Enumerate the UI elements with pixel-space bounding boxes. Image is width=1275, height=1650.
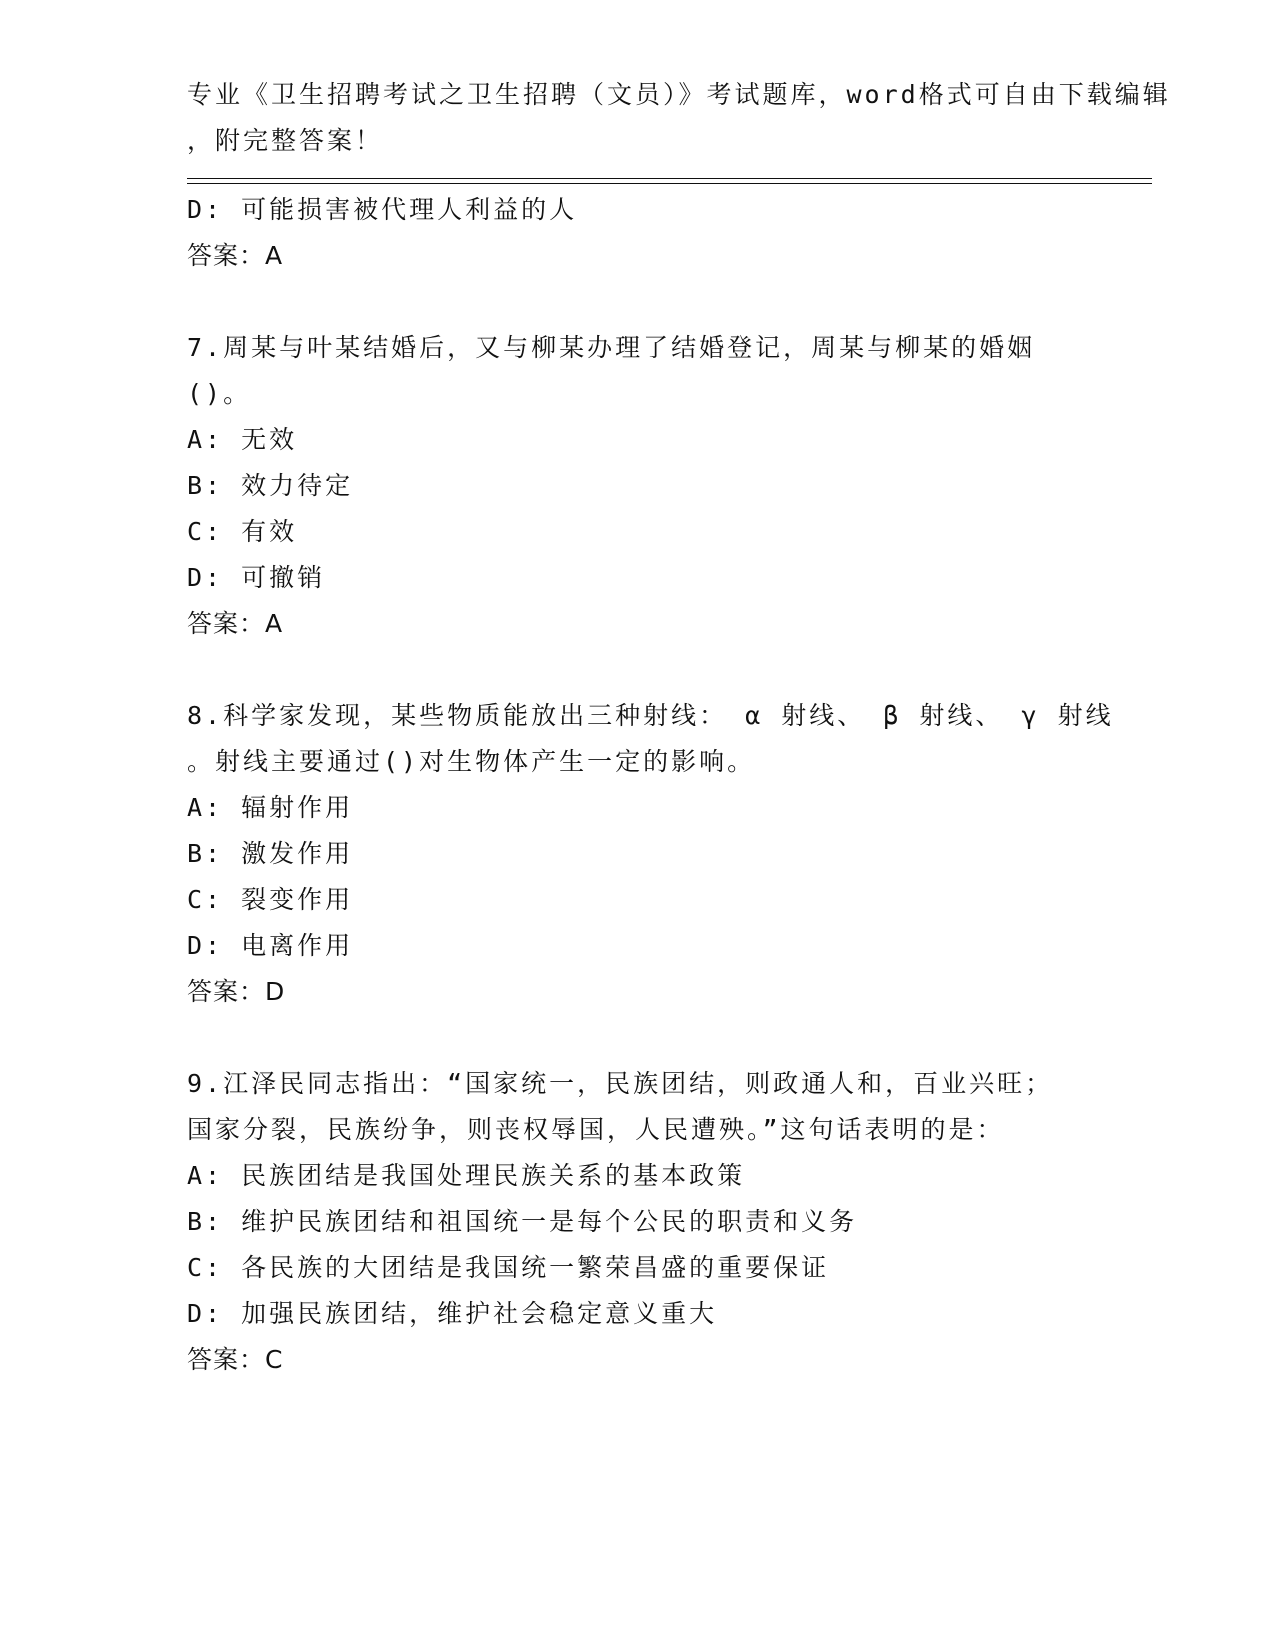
question-stem-line: 7.周某与叶某结婚后，又与柳某办理了结婚登记，周某与柳某的婚姻 — [187, 333, 1036, 362]
option-d: D: 可能损害被代理人利益的人 — [187, 195, 578, 224]
question-stem-line: 9.江泽民同志指出：“国家统一，民族团结，则政通人和，百业兴旺； — [187, 1069, 1054, 1098]
answer-line: 答案：A — [187, 609, 284, 638]
option-d: D: 可撤销 — [187, 563, 326, 592]
answer-line: 答案：C — [187, 1345, 284, 1374]
question-stem-line: 8.科学家发现，某些物质能放出三种射线： α 射线、 β 射线、 γ 射线 — [187, 701, 1114, 730]
option-d: D: 电离作用 — [187, 931, 354, 960]
spacer — [187, 647, 1087, 693]
option-a: A: 民族团结是我国处理民族关系的基本政策 — [187, 1161, 746, 1190]
question-stem-line: ()。 — [187, 379, 252, 408]
header-divider-bottom — [187, 183, 1152, 184]
question-stem-line: 国家分裂，民族纷争，则丧权辱国，人民遭殃。”这句话表明的是： — [187, 1115, 1005, 1144]
header-line-1: 专业《卫生招聘考试之卫生招聘（文员）》考试题库，word格式可自由下载编辑 — [187, 80, 1171, 109]
option-c: C: 有效 — [187, 517, 298, 546]
option-b: B: 效力待定 — [187, 471, 354, 500]
option-a: A: 无效 — [187, 425, 298, 454]
question-7 — [187, 325, 1087, 647]
option-c: C: 裂变作用 — [187, 885, 354, 914]
question-9 — [187, 1061, 1087, 1383]
option-d: D: 加强民族团结，维护社会稳定意义重大 — [187, 1299, 718, 1328]
answer-line: 答案：D — [187, 977, 286, 1006]
answer-line: 答案：A — [187, 241, 284, 270]
question-list — [187, 187, 1114, 1383]
option-c: C: 各民族的大团结是我国统一繁荣昌盛的重要保证 — [187, 1253, 830, 1282]
header-line-2: ，附完整答案！ — [187, 126, 384, 155]
option-b: B: 维护民族团结和祖国统一是每个公民的职责和义务 — [187, 1207, 858, 1236]
option-b: B: 激发作用 — [187, 839, 354, 868]
page-header — [187, 72, 1171, 164]
spacer — [187, 1015, 1087, 1061]
option-a: A: 辐射作用 — [187, 793, 354, 822]
header-divider-top — [187, 178, 1152, 179]
question-stem-line: 。射线主要通过()对生物体产生一定的影响。 — [187, 747, 756, 776]
spacer — [187, 279, 1087, 325]
question-8 — [187, 693, 1114, 1015]
